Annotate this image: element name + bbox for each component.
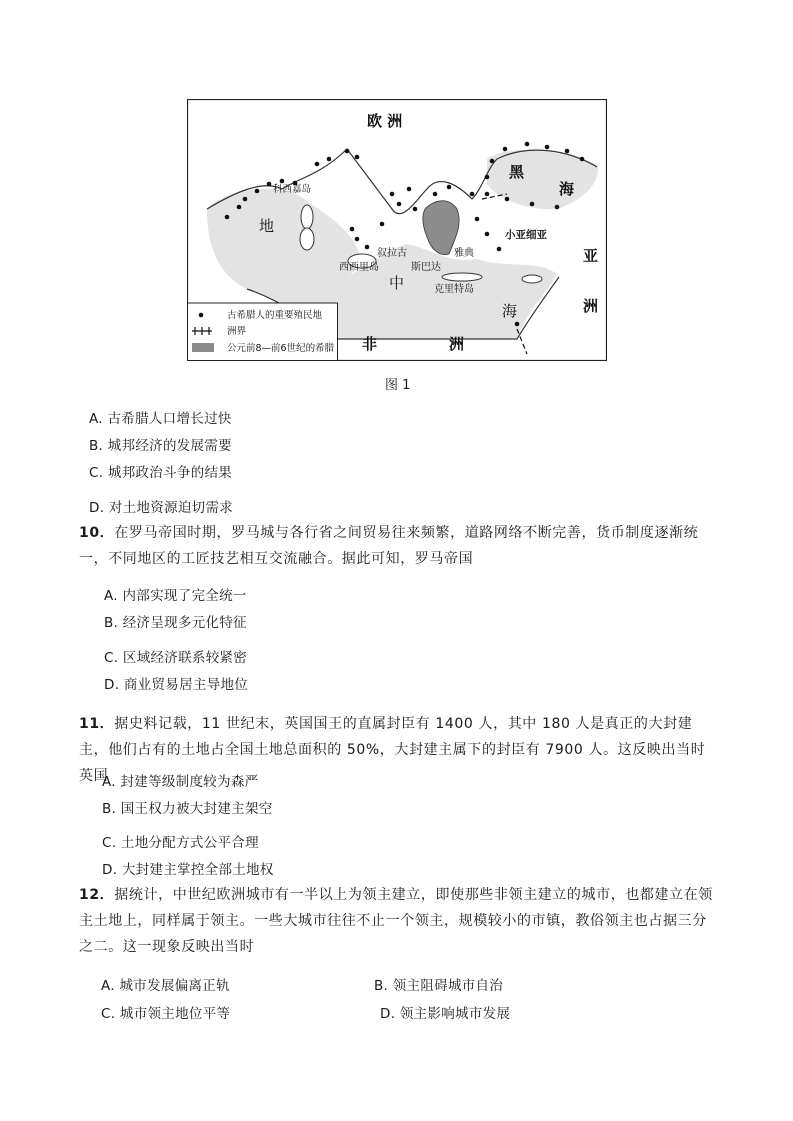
label-syracuse: 叙拉古 <box>377 248 407 259</box>
cyprus-island <box>522 275 542 283</box>
q12-option-b: B. 领主阻碍城市自治 <box>374 978 504 994</box>
q12-option-d: D. 领主影响城市发展 <box>380 1006 511 1022</box>
legend-greece-swatch <box>192 343 214 352</box>
q9-option-d: D. 对土地资源迫切需求 <box>89 500 234 516</box>
label-sparta: 斯巴达 <box>411 262 441 273</box>
legend-border-icon <box>192 327 212 335</box>
label-europe: 欧 洲 <box>367 112 403 130</box>
legend-colonies-label: 古希腊人的重要殖民地 <box>227 310 323 321</box>
label-corsica: 科西嘉岛 <box>273 184 312 195</box>
question-12-number: 12． <box>79 887 115 903</box>
q10-option-b: B. 经济呈现多元化特征 <box>104 615 247 631</box>
label-asia-minor: 小亚细亚 <box>505 229 547 241</box>
q10-option-a: A. 内部实现了完全统一 <box>104 588 247 604</box>
mediterranean-colonies-map <box>187 99 607 361</box>
q11-option-d: D. 大封建主掌控全部土地权 <box>102 862 274 878</box>
figure-caption: 图 1 <box>385 378 411 393</box>
q12-option-c: C. 城市领主地位平等 <box>101 1006 231 1022</box>
label-ya: 亚 <box>583 247 599 265</box>
question-12-stem <box>79 882 719 960</box>
q11-option-a: A. 封建等级制度较为森严 <box>102 774 259 790</box>
crete-island <box>442 273 482 281</box>
label-di: 地 <box>259 217 275 235</box>
label-africa-fei: 非 <box>362 335 378 353</box>
q9-option-c: C. 城邦政治斗争的结果 <box>89 465 233 481</box>
sardinia-island <box>300 228 314 250</box>
label-black-sea-1: 黑 <box>509 163 525 181</box>
question-10-number: 10． <box>79 525 115 541</box>
label-crete: 克里特岛 <box>434 284 474 295</box>
q9-option-b: B. 城邦经济的发展需要 <box>89 438 232 454</box>
legend-greece-label: 公元前8—前6世纪的希腊 <box>227 343 335 354</box>
label-black-sea-2: 海 <box>559 180 575 198</box>
question-10-text: 在罗马帝国时期，罗马城与各行省之间贸易往来频繁，道路网络不断完善，货币制度逐渐统一，不同地区的工匠技艺相互交流融合。据此可知，罗马帝国 <box>79 525 699 567</box>
q10-option-c: C. 区域经济联系较紧密 <box>104 650 248 666</box>
label-hai: 海 <box>502 302 518 320</box>
question-12-text: 据统计，中世纪欧洲城市有一半以上为领主建立，即使那些非领主建立的城市，也都建立在领主土地上，同样属于领主。一些大城市往往不止一个领主，规模较小的市镇，教俗领主也占据三分之二。这一现象反映出当时 <box>79 887 713 955</box>
question-11-number: 11． <box>79 716 115 732</box>
q11-option-c: C. 土地分配方式公平合理 <box>102 835 259 851</box>
question-10-stem <box>79 520 719 572</box>
q11-option-b: B. 国王权力被大封建主架空 <box>102 801 273 817</box>
label-athens: 雅典 <box>454 248 474 259</box>
q9-option-a: A. 古希腊人口增长过快 <box>89 411 232 427</box>
label-sicily: 西西里岛 <box>339 262 379 273</box>
label-zhou-asia: 洲 <box>583 297 599 315</box>
legend-border-label: 洲界 <box>227 326 247 337</box>
corsica-island <box>301 205 313 229</box>
q12-option-a: A. 城市发展偏离正轨 <box>101 978 230 994</box>
label-africa-zhou: 洲 <box>449 335 465 353</box>
map-legend <box>188 303 338 361</box>
q10-option-d: D. 商业贸易居主导地位 <box>104 677 249 693</box>
legend-dot-icon <box>199 313 204 318</box>
question-11-text: 据史料记载，11 世纪末，英国国王的直属封臣有 1400 人，其中 180 人是真正的大封建主，他们占有的土地占全国土地总面积的 50%，大封建主属下的封臣有 7900 人。这反映出当时英国 <box>79 716 706 784</box>
label-zhong: 中 <box>389 274 405 292</box>
